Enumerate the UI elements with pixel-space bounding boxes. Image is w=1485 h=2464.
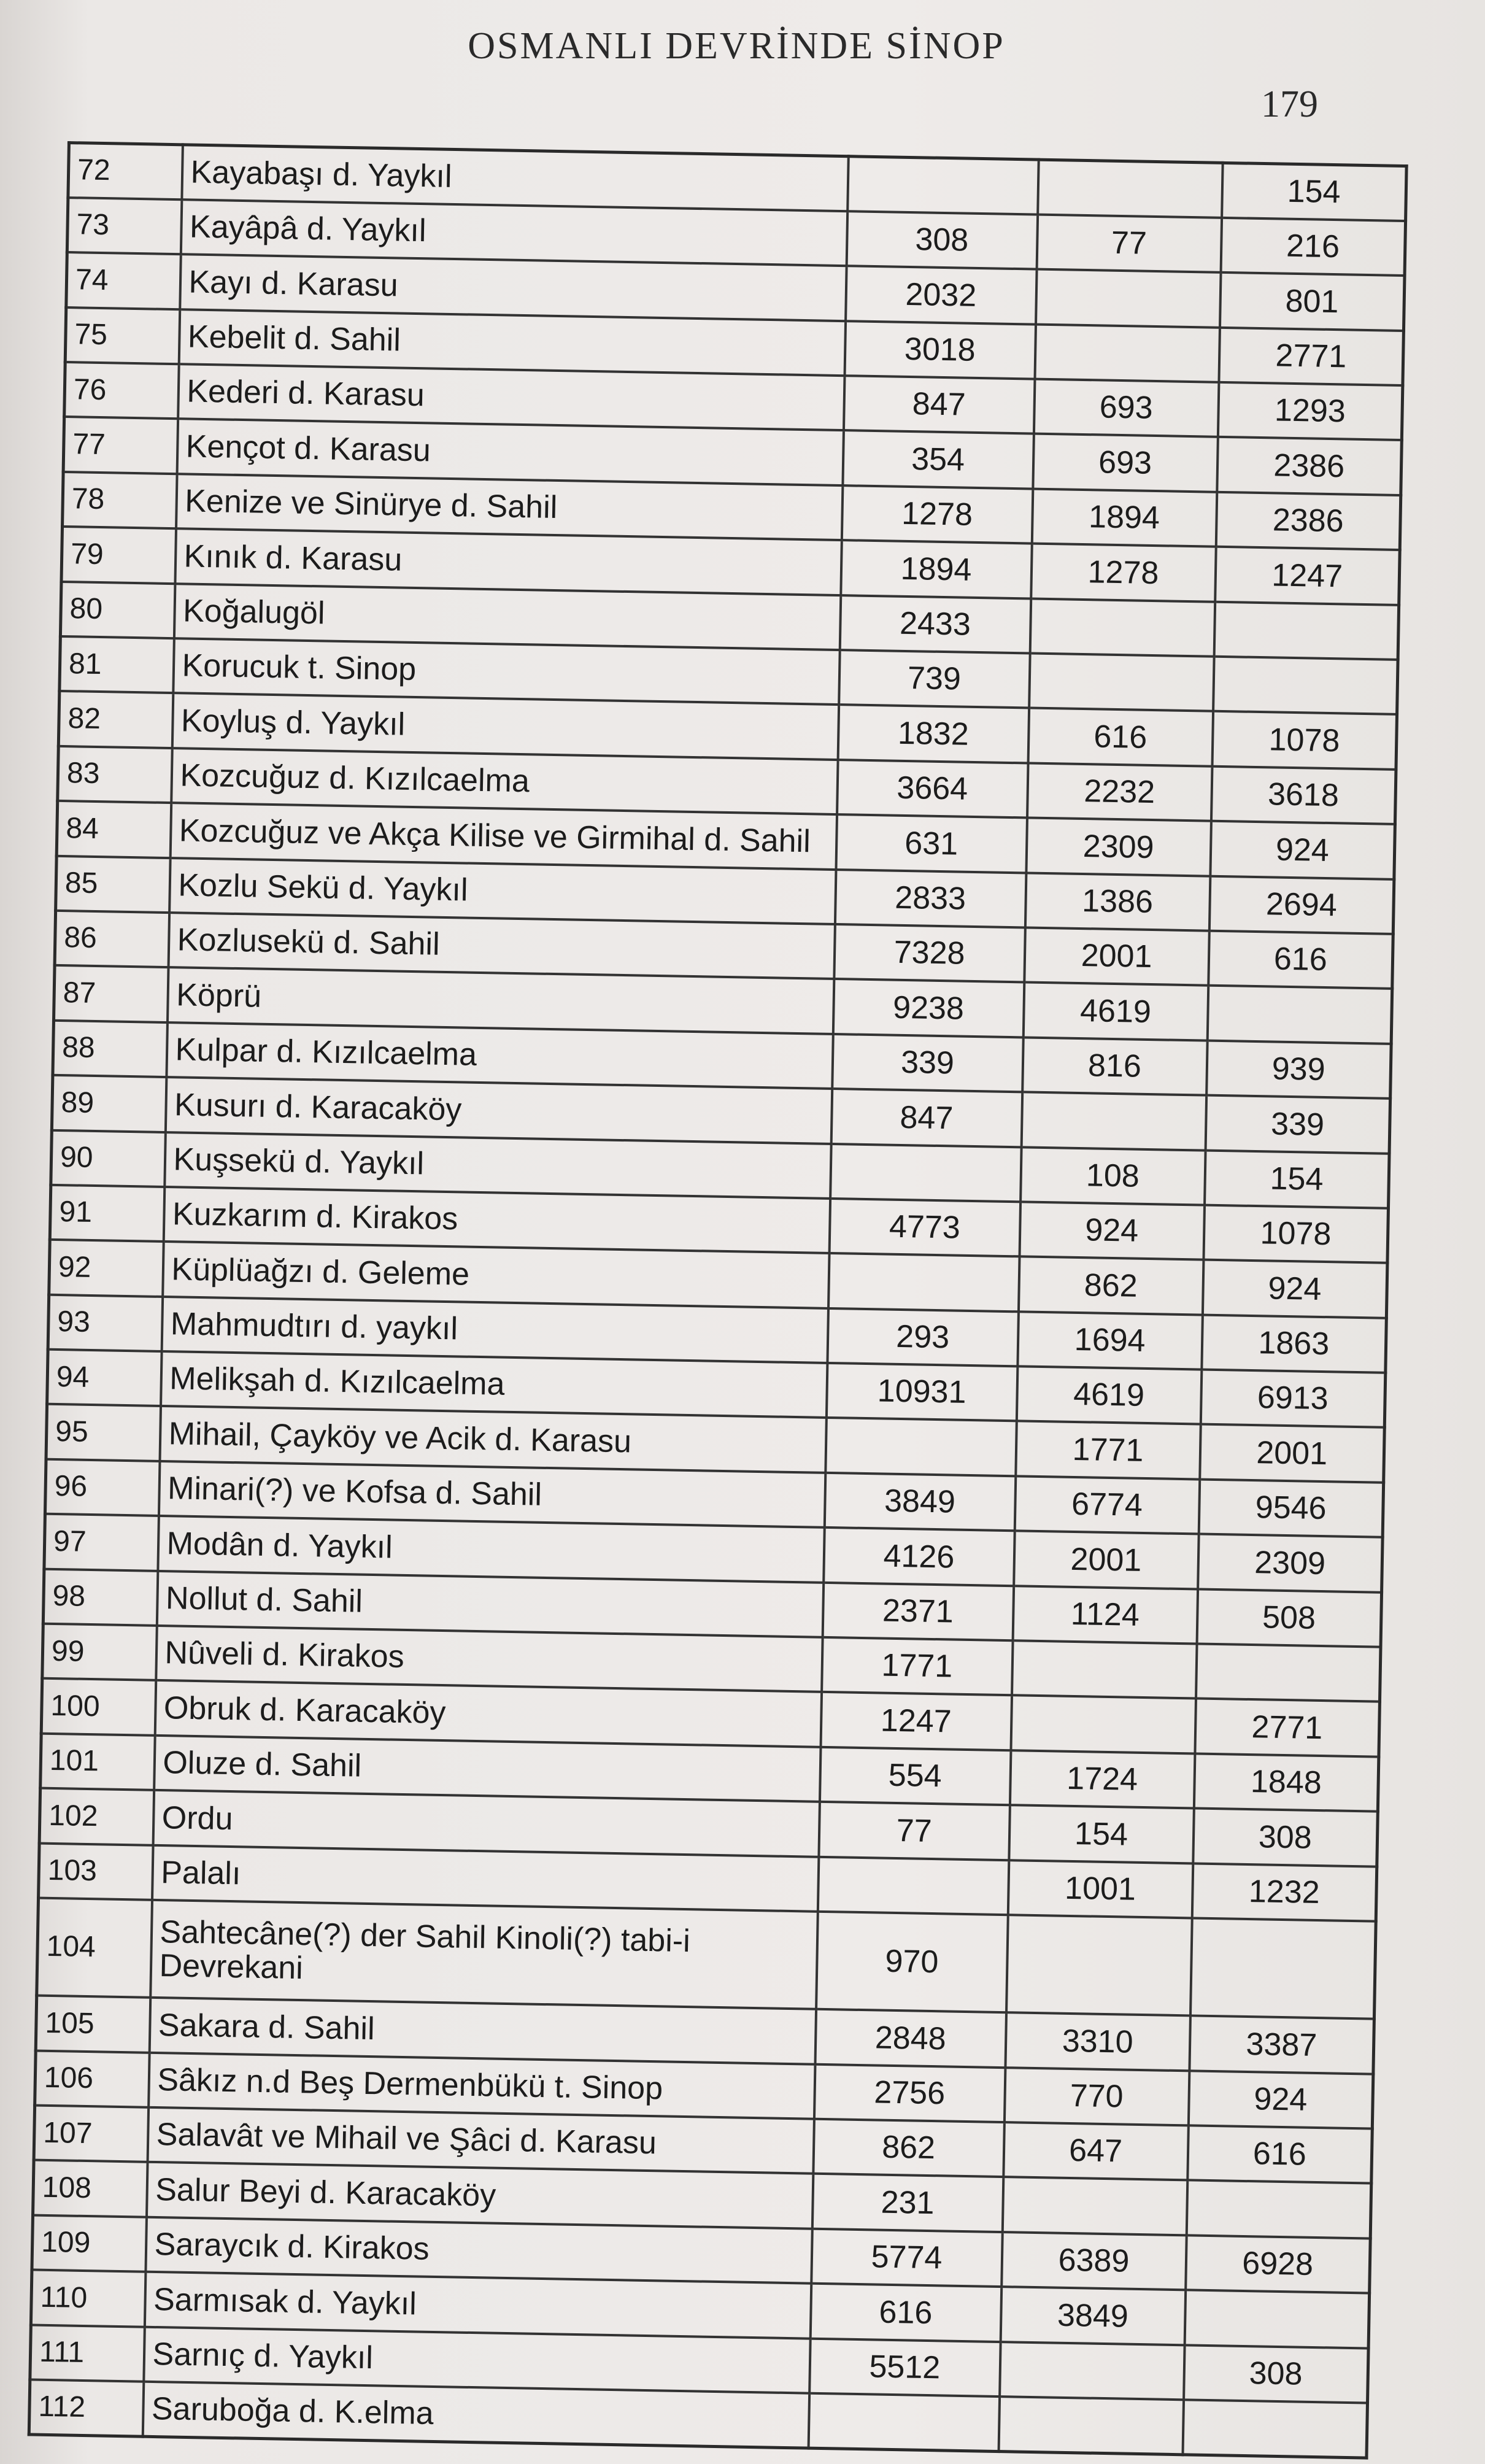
value-cell-3: 924 [1188, 2071, 1373, 2129]
row-number-cell: 81 [60, 636, 174, 693]
row-number-cell: 87 [53, 965, 168, 1022]
value-cell-1: 3664 [837, 760, 1028, 818]
value-cell-3: 924 [1202, 1260, 1387, 1318]
value-cell-1: 847 [831, 1089, 1022, 1147]
value-cell-1: 7328 [834, 924, 1025, 983]
value-cell-3: 2771 [1219, 327, 1404, 385]
value-cell-1: 970 [816, 1912, 1008, 2013]
place-name-cell: Sakara d. Sahil [149, 1998, 816, 2064]
place-name-cell: Kayâpâ d. Yaykıl [180, 199, 847, 266]
value-cell-1: 5512 [809, 2338, 1001, 2396]
value-cell-3: 1078 [1212, 711, 1397, 770]
value-cell-1: 339 [832, 1034, 1024, 1092]
village-population-table [28, 141, 1408, 2460]
value-cell-2: 816 [1022, 1037, 1208, 1095]
value-cell-1: 2848 [815, 2009, 1006, 2068]
value-cell-2 [1038, 160, 1223, 218]
value-cell-3: 2694 [1209, 876, 1394, 934]
value-cell-2: 2309 [1026, 818, 1211, 876]
place-name-cell: Kozlusekü d. Sahil [168, 913, 835, 979]
value-cell-3: 339 [1205, 1095, 1390, 1154]
value-cell-3 [1213, 657, 1398, 715]
row-number-cell: 84 [56, 801, 171, 858]
value-cell-1 [830, 1143, 1022, 1202]
value-cell-3: 308 [1193, 1809, 1378, 1867]
value-cell-2: 154 [1009, 1805, 1194, 1863]
value-cell-1: 9238 [833, 979, 1024, 1037]
value-cell-3 [1182, 2400, 1368, 2458]
value-cell-1: 2032 [846, 266, 1037, 324]
place-name-cell: Kınık d. Karasu [175, 528, 841, 595]
row-number-cell: 75 [65, 307, 180, 365]
value-cell-3: 6913 [1200, 1370, 1386, 1428]
value-cell-3: 154 [1205, 1150, 1390, 1208]
row-number-cell: 110 [31, 2270, 145, 2327]
value-cell-1: 354 [843, 431, 1034, 489]
value-cell-2 [998, 2396, 1184, 2455]
value-cell-1 [817, 1856, 1009, 1915]
value-cell-3: 6928 [1186, 2235, 1371, 2293]
value-cell-2 [1011, 1696, 1196, 1754]
value-cell-3: 1078 [1203, 1205, 1389, 1264]
row-number-cell: 93 [48, 1294, 163, 1351]
place-name-cell: Oluze d. Sahil [154, 1736, 820, 1802]
place-name-cell: Modân d. Yaykıl [158, 1516, 824, 1582]
value-cell-3: 1863 [1202, 1315, 1387, 1373]
value-cell-1: 847 [843, 376, 1035, 434]
place-name-cell: Sâkız n.d Beş Dermenbükü t. Sinop [148, 2052, 815, 2118]
value-cell-2: 1724 [1009, 1750, 1195, 1809]
value-cell-3: 1848 [1194, 1753, 1379, 1812]
value-cell-2 [1006, 1915, 1192, 2015]
value-cell-2: 693 [1033, 434, 1218, 492]
value-cell-3: 939 [1206, 1040, 1392, 1099]
value-cell-2: 3849 [1000, 2287, 1186, 2345]
value-cell-1: 4773 [829, 1199, 1020, 1257]
page-number: 179 [1261, 83, 1318, 125]
place-name-cell: Sahtecâne(?) der Sahil Kinoli(?) tabi-i Devrekani [150, 1900, 818, 2009]
table-body [29, 143, 1406, 2458]
row-number-cell: 99 [42, 1624, 157, 1681]
row-number-cell: 105 [36, 1996, 150, 2053]
value-cell-2: 693 [1033, 379, 1219, 438]
value-cell-2: 108 [1020, 1147, 1206, 1205]
value-cell-3: 616 [1187, 2125, 1373, 2184]
row-number-cell: 111 [30, 2325, 145, 2382]
row-number-cell: 85 [56, 855, 171, 913]
place-name-cell: Kozcuğuz d. Kızılcaelma [171, 748, 838, 814]
row-number-cell: 90 [51, 1130, 166, 1187]
row-number-cell: 103 [39, 1843, 153, 1900]
value-cell-1 [847, 156, 1039, 215]
row-number-cell: 95 [46, 1404, 161, 1461]
value-cell-3: 616 [1208, 931, 1394, 989]
value-cell-3: 308 [1184, 2345, 1369, 2403]
value-cell-3: 9546 [1198, 1479, 1384, 1537]
place-name-cell: Kozcuğuz ve Akça Kilise ve Girmihal d. Sahil [170, 803, 836, 869]
value-cell-1: 293 [827, 1308, 1019, 1367]
value-cell-1: 616 [810, 2284, 1001, 2342]
value-cell-1: 1247 [820, 1692, 1012, 1750]
value-cell-2: 1124 [1012, 1586, 1198, 1644]
value-cell-2: 770 [1004, 2068, 1189, 2126]
row-number-cell: 96 [45, 1459, 160, 1516]
place-name-cell: Salavât ve Mihail ve Şâci d. Karasu [147, 2107, 814, 2174]
value-cell-2 [1012, 1640, 1197, 1699]
value-cell-2: 1771 [1016, 1421, 1201, 1480]
place-name-cell: Nûveli d. Kirakos [156, 1626, 822, 1692]
row-number-cell: 92 [49, 1240, 164, 1297]
value-cell-2: 2001 [1024, 927, 1209, 986]
value-cell-3: 1247 [1215, 547, 1400, 605]
value-cell-1: 308 [846, 211, 1038, 269]
value-cell-1: 3849 [824, 1473, 1016, 1531]
value-cell-2 [1021, 1092, 1206, 1151]
value-cell-2: 6774 [1014, 1476, 1200, 1534]
value-cell-2: 862 [1018, 1257, 1203, 1315]
value-cell-2: 4619 [1016, 1366, 1202, 1424]
value-cell-1: 2371 [822, 1583, 1014, 1641]
place-name-cell: Nollut d. Sahil [156, 1571, 823, 1637]
place-name-cell: Obruk d. Karacaköy [155, 1680, 821, 1747]
place-name-cell: Sarnıç d. Yaykıl [144, 2327, 810, 2393]
row-number-cell: 77 [63, 417, 178, 474]
place-name-cell: Salur Beyi d. Karacaköy [146, 2162, 812, 2228]
value-cell-1 [825, 1418, 1017, 1476]
value-cell-2 [1002, 2177, 1187, 2236]
row-number-cell: 78 [63, 472, 177, 529]
place-name-cell: Kulpar d. Kızılcaelma [166, 1022, 833, 1089]
value-cell-1: 862 [813, 2119, 1005, 2177]
row-number-cell: 100 [41, 1678, 156, 1736]
value-cell-1: 2756 [814, 2064, 1005, 2122]
row-number-cell: 88 [53, 1021, 168, 1078]
place-name-cell: Kederi d. Karasu [178, 364, 844, 430]
row-number-cell: 72 [68, 143, 183, 200]
value-cell-3 [1190, 1918, 1376, 2018]
value-cell-2: 2001 [1014, 1531, 1199, 1589]
place-name-cell: Sarmısak d. Yaykıl [144, 2272, 811, 2338]
place-name-cell: Koğalugöl [174, 584, 840, 650]
value-cell-1: 4126 [824, 1527, 1015, 1586]
value-cell-3 [1184, 2290, 1370, 2349]
row-number-cell: 74 [66, 252, 181, 309]
value-cell-3: 2386 [1216, 492, 1401, 550]
row-number-cell: 76 [64, 362, 179, 419]
place-name-cell: Köprü [167, 967, 833, 1033]
value-cell-1: 231 [812, 2174, 1003, 2232]
value-cell-2: 2232 [1027, 763, 1212, 821]
value-cell-2: 77 [1036, 214, 1222, 272]
value-cell-1: 3018 [844, 321, 1036, 379]
value-cell-3: 2386 [1217, 437, 1402, 495]
place-name-cell: Kozlu Sekü d. Yaykıl [169, 858, 836, 924]
value-cell-3: 2309 [1198, 1534, 1383, 1593]
value-cell-2: 616 [1028, 708, 1213, 767]
value-cell-3: 2771 [1195, 1699, 1380, 1757]
value-cell-3 [1214, 601, 1399, 660]
value-cell-1: 1278 [841, 485, 1033, 544]
value-cell-3: 216 [1221, 218, 1406, 276]
row-number-cell: 91 [50, 1185, 164, 1242]
row-number-cell: 108 [33, 2160, 148, 2217]
row-number-cell: 97 [44, 1514, 159, 1571]
value-cell-2: 924 [1019, 1202, 1205, 1260]
value-cell-3: 2001 [1200, 1424, 1385, 1483]
place-name-cell: Saruboğa d. K.elma [142, 2382, 809, 2448]
value-cell-3: 924 [1210, 821, 1395, 879]
value-cell-2 [1036, 269, 1221, 328]
place-name-cell: Kuşsekü d. Yaykıl [164, 1132, 831, 1199]
value-cell-2: 1894 [1032, 489, 1217, 547]
value-cell-1: 5774 [811, 2229, 1003, 2287]
value-cell-1: 10931 [826, 1363, 1017, 1421]
row-number-cell: 102 [39, 1788, 154, 1845]
value-cell-1: 1771 [822, 1637, 1013, 1696]
value-cell-2: 1278 [1031, 544, 1216, 602]
place-name-cell: Kusurı d. Karacaköy [165, 1077, 831, 1143]
row-number-cell: 89 [52, 1075, 166, 1132]
value-cell-2: 647 [1003, 2122, 1189, 2180]
value-cell-2: 1694 [1017, 1311, 1203, 1370]
value-cell-2: 6389 [1001, 2232, 1187, 2290]
value-cell-1: 739 [839, 650, 1030, 708]
row-number-cell: 86 [55, 911, 169, 968]
value-cell-1: 1832 [838, 705, 1029, 763]
value-cell-3: 154 [1222, 163, 1407, 221]
value-cell-3: 801 [1219, 272, 1405, 331]
value-cell-2 [1030, 598, 1215, 657]
row-number-cell: 101 [40, 1733, 155, 1790]
value-cell-2: 1386 [1025, 873, 1210, 931]
row-number-cell: 112 [29, 2379, 144, 2436]
value-cell-1: 2833 [835, 870, 1026, 928]
value-cell-3: 3387 [1189, 2016, 1375, 2074]
value-cell-2: 4619 [1023, 983, 1208, 1041]
row-number-cell: 79 [61, 527, 176, 584]
place-name-cell: Kuzkarım d. Kirakos [163, 1187, 830, 1253]
row-number-cell: 107 [34, 2106, 148, 2163]
value-cell-1: 631 [836, 814, 1027, 873]
place-name-cell: Korucuk t. Sinop [173, 638, 839, 705]
value-cell-3: 1293 [1217, 382, 1403, 441]
value-cell-3: 1232 [1192, 1863, 1377, 1921]
row-number-cell: 104 [37, 1898, 152, 1998]
place-name-cell: Kenize ve Sinürye d. Sahil [176, 474, 843, 540]
place-name-cell: Kayı d. Karasu [180, 255, 846, 321]
row-number-cell: 98 [43, 1569, 158, 1626]
place-name-cell: Saraycık d. Kirakos [145, 2217, 812, 2284]
place-name-cell: Kençot d. Karasu [177, 419, 843, 485]
place-name-cell: Kebelit d. Sahil [179, 309, 845, 376]
value-cell-3 [1207, 986, 1392, 1044]
value-cell-3: 508 [1197, 1589, 1382, 1647]
value-cell-1: 554 [819, 1747, 1011, 1806]
value-cell-2: 3310 [1005, 2012, 1190, 2071]
place-name-cell: Koyluş d. Yaykıl [172, 693, 838, 760]
row-number-cell: 106 [35, 2050, 150, 2107]
value-cell-1: 1894 [841, 540, 1032, 598]
row-number-cell: 80 [60, 582, 175, 639]
place-name-cell: Mihail, Çayköy ve Acik d. Karasu [160, 1406, 826, 1472]
row-number-cell: 94 [47, 1350, 162, 1407]
row-number-cell: 82 [58, 691, 173, 748]
place-name-cell: Kayabaşı d. Yaykıl [182, 145, 848, 211]
value-cell-1 [808, 2393, 1000, 2452]
value-cell-1: 2433 [839, 595, 1031, 654]
running-head: OSMANLI DEVRİNDE SİNOP [468, 25, 1005, 67]
place-name-cell: Ordu [153, 1790, 819, 1856]
place-name-cell: Palalı [152, 1845, 819, 1911]
value-cell-1 [828, 1253, 1020, 1311]
value-cell-2 [1029, 654, 1214, 712]
row-number-cell: 109 [32, 2215, 147, 2272]
place-name-cell: Mahmudtırı d. yaykıl [161, 1297, 828, 1363]
value-cell-1: 77 [819, 1802, 1010, 1860]
value-cell-2 [1035, 324, 1220, 382]
place-name-cell: Küplüağzı d. Geleme [163, 1242, 829, 1308]
place-name-cell: Minari(?) ve Kofsa d. Sahil [158, 1461, 825, 1527]
value-cell-3: 3618 [1211, 767, 1396, 825]
value-cell-2 [1000, 2342, 1185, 2400]
value-cell-3 [1195, 1644, 1381, 1702]
value-cell-3 [1186, 2180, 1371, 2239]
row-number-cell: 73 [67, 198, 182, 255]
place-name-cell: Melikşah d. Kızılcaelma [161, 1351, 827, 1418]
value-cell-2: 1001 [1008, 1860, 1193, 1918]
row-number-cell: 83 [58, 746, 172, 803]
